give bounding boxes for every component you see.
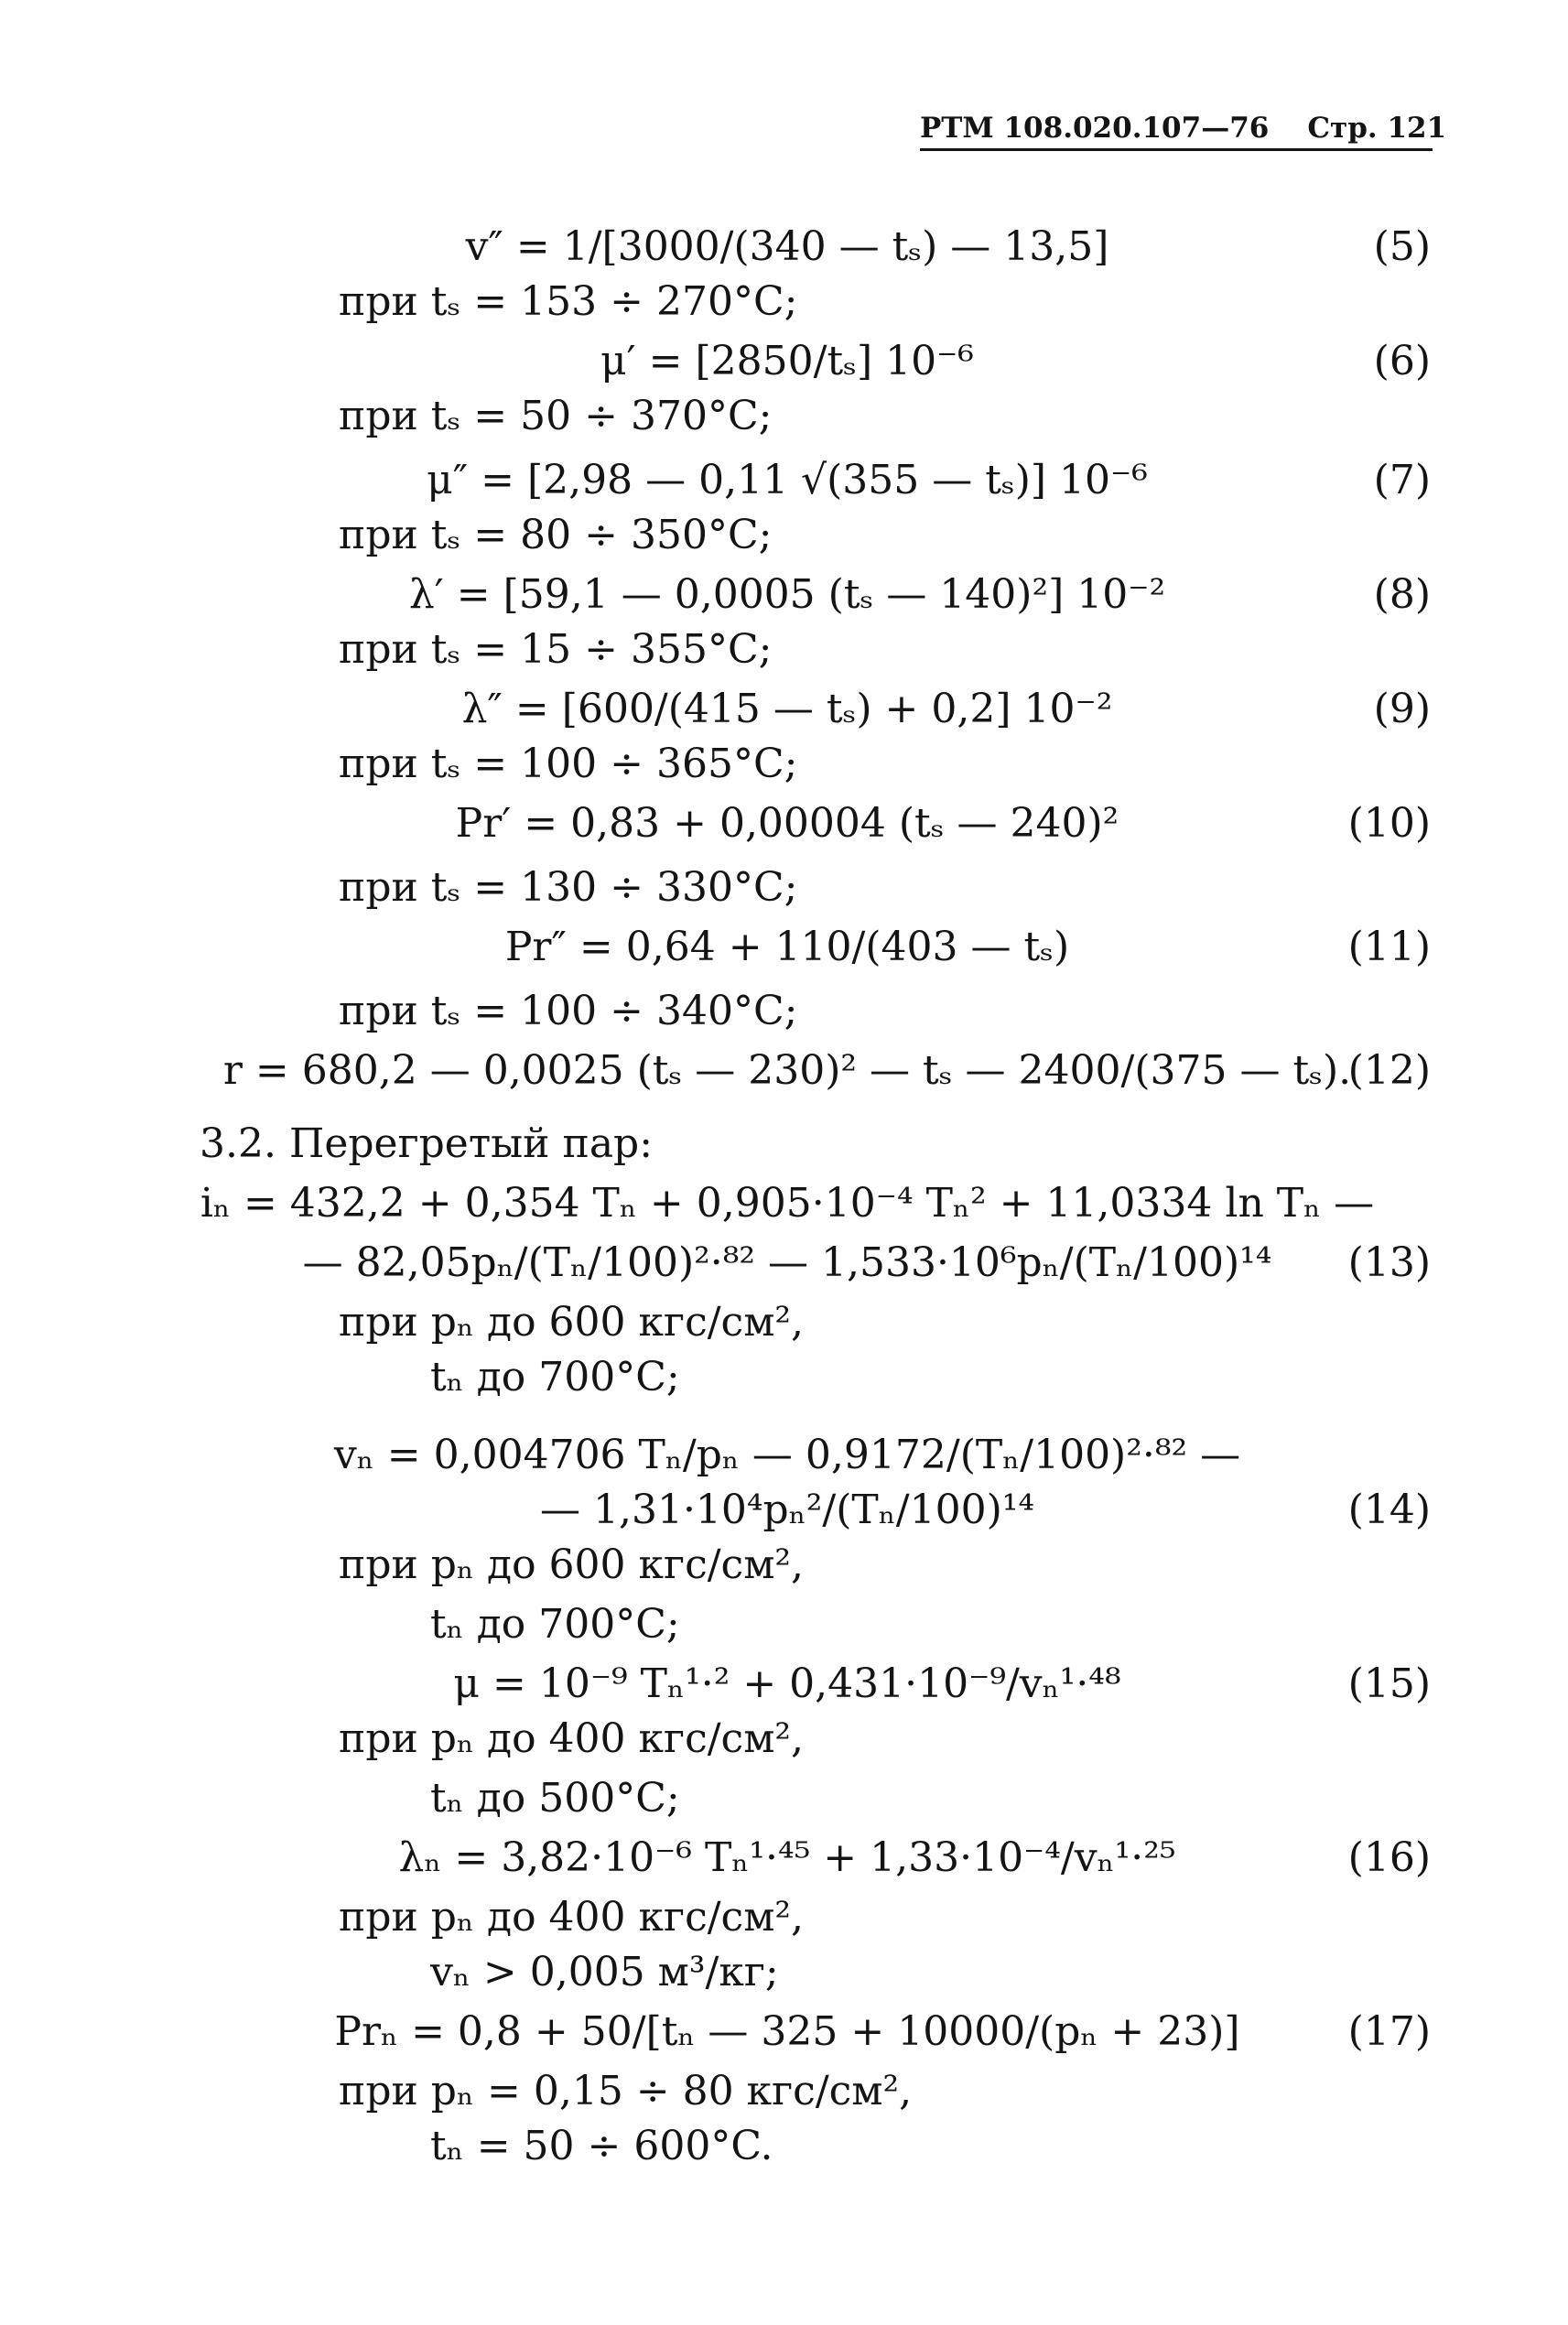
formula-line: Pr″ = 0,64 + 110/(403 — tₛ) [504, 924, 1070, 970]
condition-line: при tₛ = 15 ÷ 355°C; [339, 626, 773, 673]
condition-line: при pₙ до 600 кгс/см², [339, 1541, 805, 1588]
formula-line: vₙ = 0,004706 Tₙ/pₙ — 0,9172/(Tₙ/100)²·⁸² — [333, 1432, 1241, 1478]
formula-line: iₙ = 432,2 + 0,354 Tₙ + 0,905·10⁻⁴ Tₙ² + 11,0334 ln Tₙ — [200, 1180, 1375, 1227]
condition-line: tₙ до 700°C; [430, 1354, 680, 1400]
equation-number: (12) [1347, 1047, 1431, 1094]
equation-number: (7) [1373, 457, 1431, 503]
equation-number: (14) [1347, 1487, 1431, 1533]
formula-line: v″ = 1/[3000/(340 — tₛ) — 13,5] [465, 223, 1109, 270]
condition-line: при tₛ = 100 ÷ 340°C; [339, 988, 798, 1034]
condition-line: при pₙ до 400 кгс/см², [339, 1715, 805, 1762]
equation-number: (11) [1347, 924, 1431, 970]
formula-line: μ = 10⁻⁹ Tₙ¹·² + 0,431·10⁻⁹/vₙ¹·⁴⁸ [453, 1660, 1121, 1707]
condition-line: tₙ до 700°C; [430, 1601, 680, 1648]
formula-line: Pr′ = 0,83 + 0,00004 (tₛ — 240)² [455, 800, 1119, 847]
condition-line: при tₛ = 153 ÷ 270°C; [339, 278, 798, 325]
condition-line: при tₛ = 50 ÷ 370°C; [339, 393, 773, 439]
formula-line: — 82,05pₙ/(Tₙ/100)²·⁸² — 1,533·10⁶pₙ/(Tₙ/100)¹⁴ [302, 1239, 1272, 1286]
equation-number: (15) [1347, 1660, 1431, 1707]
equation-number: (10) [1347, 800, 1431, 847]
equation-number: (9) [1373, 686, 1431, 732]
equation-number: (13) [1347, 1239, 1431, 1286]
condition-line: при tₛ = 100 ÷ 365°C; [339, 741, 798, 787]
condition-line: tₙ = 50 ÷ 600°C. [430, 2123, 773, 2169]
condition-line: при pₙ до 400 кгс/см², [339, 1894, 805, 1941]
formula-line: Prₙ = 0,8 + 50/[tₙ — 325 + 10000/(pₙ + 23)] [334, 2008, 1240, 2055]
formula-line: μ′ = [2850/tₛ] 10⁻⁶ [600, 338, 974, 384]
equation-number: (16) [1347, 1834, 1431, 1881]
section-heading: 3.2. Перегретый пар: [200, 1120, 654, 1167]
condition-line: при tₛ = 80 ÷ 350°C; [339, 512, 773, 558]
equation-number: (6) [1373, 338, 1431, 384]
formula-line: λ″ = [600/(415 — tₛ) + 0,2] 10⁻² [461, 686, 1113, 732]
equation-number: (17) [1347, 2008, 1431, 2055]
equation-number: (5) [1373, 223, 1431, 270]
formula-line: λₙ = 3,82·10⁻⁶ Tₙ¹·⁴⁵ + 1,33·10⁻⁴/vₙ¹·²⁵ [398, 1834, 1176, 1881]
page-header [920, 112, 1447, 151]
page-number: Стр. 121 [1307, 112, 1447, 145]
equation-number: (8) [1373, 571, 1431, 618]
formula-line: λ′ = [59,1 — 0,0005 (tₛ — 140)²] 10⁻² [408, 571, 1166, 618]
formula-line: — 1,31·10⁴pₙ²/(Tₙ/100)¹⁴ [539, 1487, 1035, 1533]
formula-line: r = 680,2 — 0,0025 (tₛ — 230)² — tₛ — 2400/(375 — tₛ). [222, 1047, 1352, 1094]
condition-line: при pₙ = 0,15 ÷ 80 кгс/см², [339, 2068, 913, 2114]
condition-line: при tₛ = 130 ÷ 330°C; [339, 864, 798, 911]
condition-line: tₙ до 500°C; [430, 1775, 680, 1822]
doc-code: РТМ 108.020.107—76 [920, 112, 1270, 145]
condition-line: при pₙ до 600 кгс/см², [339, 1299, 805, 1346]
condition-line: vₙ > 0,005 м³/кг; [430, 1949, 779, 1995]
formula-line: μ″ = [2,98 — 0,11 √(355 — tₛ)] 10⁻⁶ [427, 457, 1148, 503]
